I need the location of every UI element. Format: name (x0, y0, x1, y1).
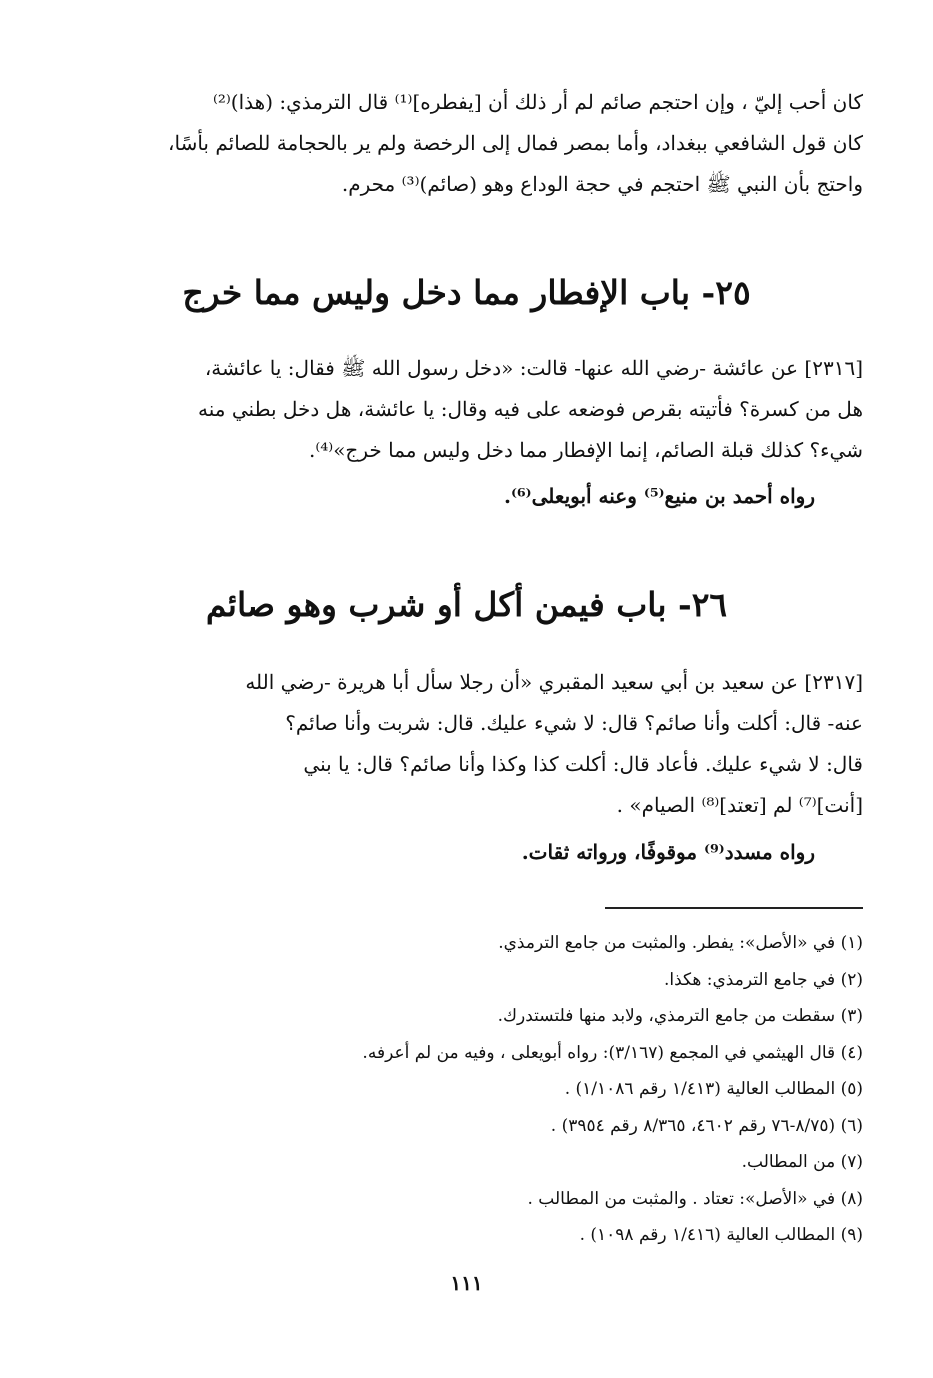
footnote-separator (605, 907, 863, 909)
hadith-line: [٢٣١٦] عن عائشة -رضي الله عنها- قالت: «دخل رسول الله ﷺ فقال: يا عائشة، (204, 356, 863, 380)
hadith-line: عنه- قال: أكلت وأنا صائم؟ قال: لا شيء عليك. قال: شربت وأنا صائم؟ (285, 711, 863, 735)
hadith-2316 (70, 348, 863, 471)
footnote-item: (٤) قال الهيثمي في المجمع (٣/١٦٧): رواه أبويعلى ، وفيه من لم أعرفه. (362, 1042, 863, 1063)
footnotes-list (70, 925, 863, 1254)
intro-paragraph (70, 82, 863, 205)
hadith-line: قال: لا شيء عليك. فأعاد قال: أكلت كذا وكذا وأنا صائم؟ قال: يا بني (303, 752, 863, 776)
hadith-line: [أنت]⁽⁷⁾ لم [تعتد]⁽⁸⁾ الصيام» . (616, 793, 863, 817)
footnote-item: (٣) سقطت من جامع الترمذي، ولابد منها فلتستدرك. (497, 1006, 863, 1026)
hadith-2317-attribution: رواه مسدد⁽⁹⁾ موقوفًا، ورواته ثقات. (521, 840, 815, 864)
footnote-item: (٥) المطالب العالية (١/٤١٣ رقم ١/١٠٨٦) . (564, 1079, 863, 1099)
hadith-line: [٢٣١٧] عن سعيد بن أبي سعيد المقبري «أن رجلا سأل أبا هريرة -رضي الله (245, 670, 863, 694)
hadith-line: هل من كسرة؟ فأتيته بقرص فوضعه على فيه وقال: يا عائشة، هل دخل بطني منه (198, 397, 863, 421)
footnote-item: (١) في «الأصل»: يفطر. والمثبت من جامع الترمذي. (498, 933, 863, 953)
intro-line: كان أحب إليّ ، وإن احتجم صائم لم أر ذلك أن [يفطره]⁽¹⁾ قال الترمذي: (هذا)⁽²⁾ (212, 90, 863, 114)
footnote-item: (٦) (٨/٧٥-٧٦ رقم ٤٦٠٢، ٨/٣٦٥ رقم ٣٩٥٤) . (550, 1115, 863, 1136)
hadith-line: شيء؟ كذلك قبلة الصائم، إنما الإفطار مما دخل وليس مما خرج»⁽⁴⁾. (308, 438, 863, 462)
footnote-item: (٢) في جامع الترمذي: هكذا. (663, 969, 863, 990)
chapter-26-title: ٢٦- باب فيمن أكل أو شرب وهو صائم (205, 585, 728, 624)
hadith-2317 (70, 662, 863, 826)
footnote-item: (٧) من المطالب. (741, 1152, 863, 1172)
page-number: ١١١ (450, 1271, 483, 1295)
hadith-2316-attribution: رواه أحمد بن منيع⁽⁵⁾ وعنه أبويعلى⁽⁶⁾. (503, 484, 815, 508)
intro-line: كان قول الشافعي ببغداد، وأما بمصر فمال إلى الرخصة ولم ير بالحجامة للصائم بأسًا، (168, 131, 863, 155)
footnote-item: (٩) المطالب العالية (١/٤١٦ رقم ١٠٩٨) . (579, 1225, 863, 1245)
intro-line: واحتج بأن النبي ﷺ احتجم في حجة الوداع وهو (صائم)⁽³⁾ محرم. (341, 172, 863, 196)
footnote-item: (٨) في «الأصل»: تعتاد . والمثبت من المطالب . (527, 1188, 863, 1209)
chapter-25-title: ٢٥- باب الإفطار مما دخل وليس مما خرج (182, 273, 751, 312)
